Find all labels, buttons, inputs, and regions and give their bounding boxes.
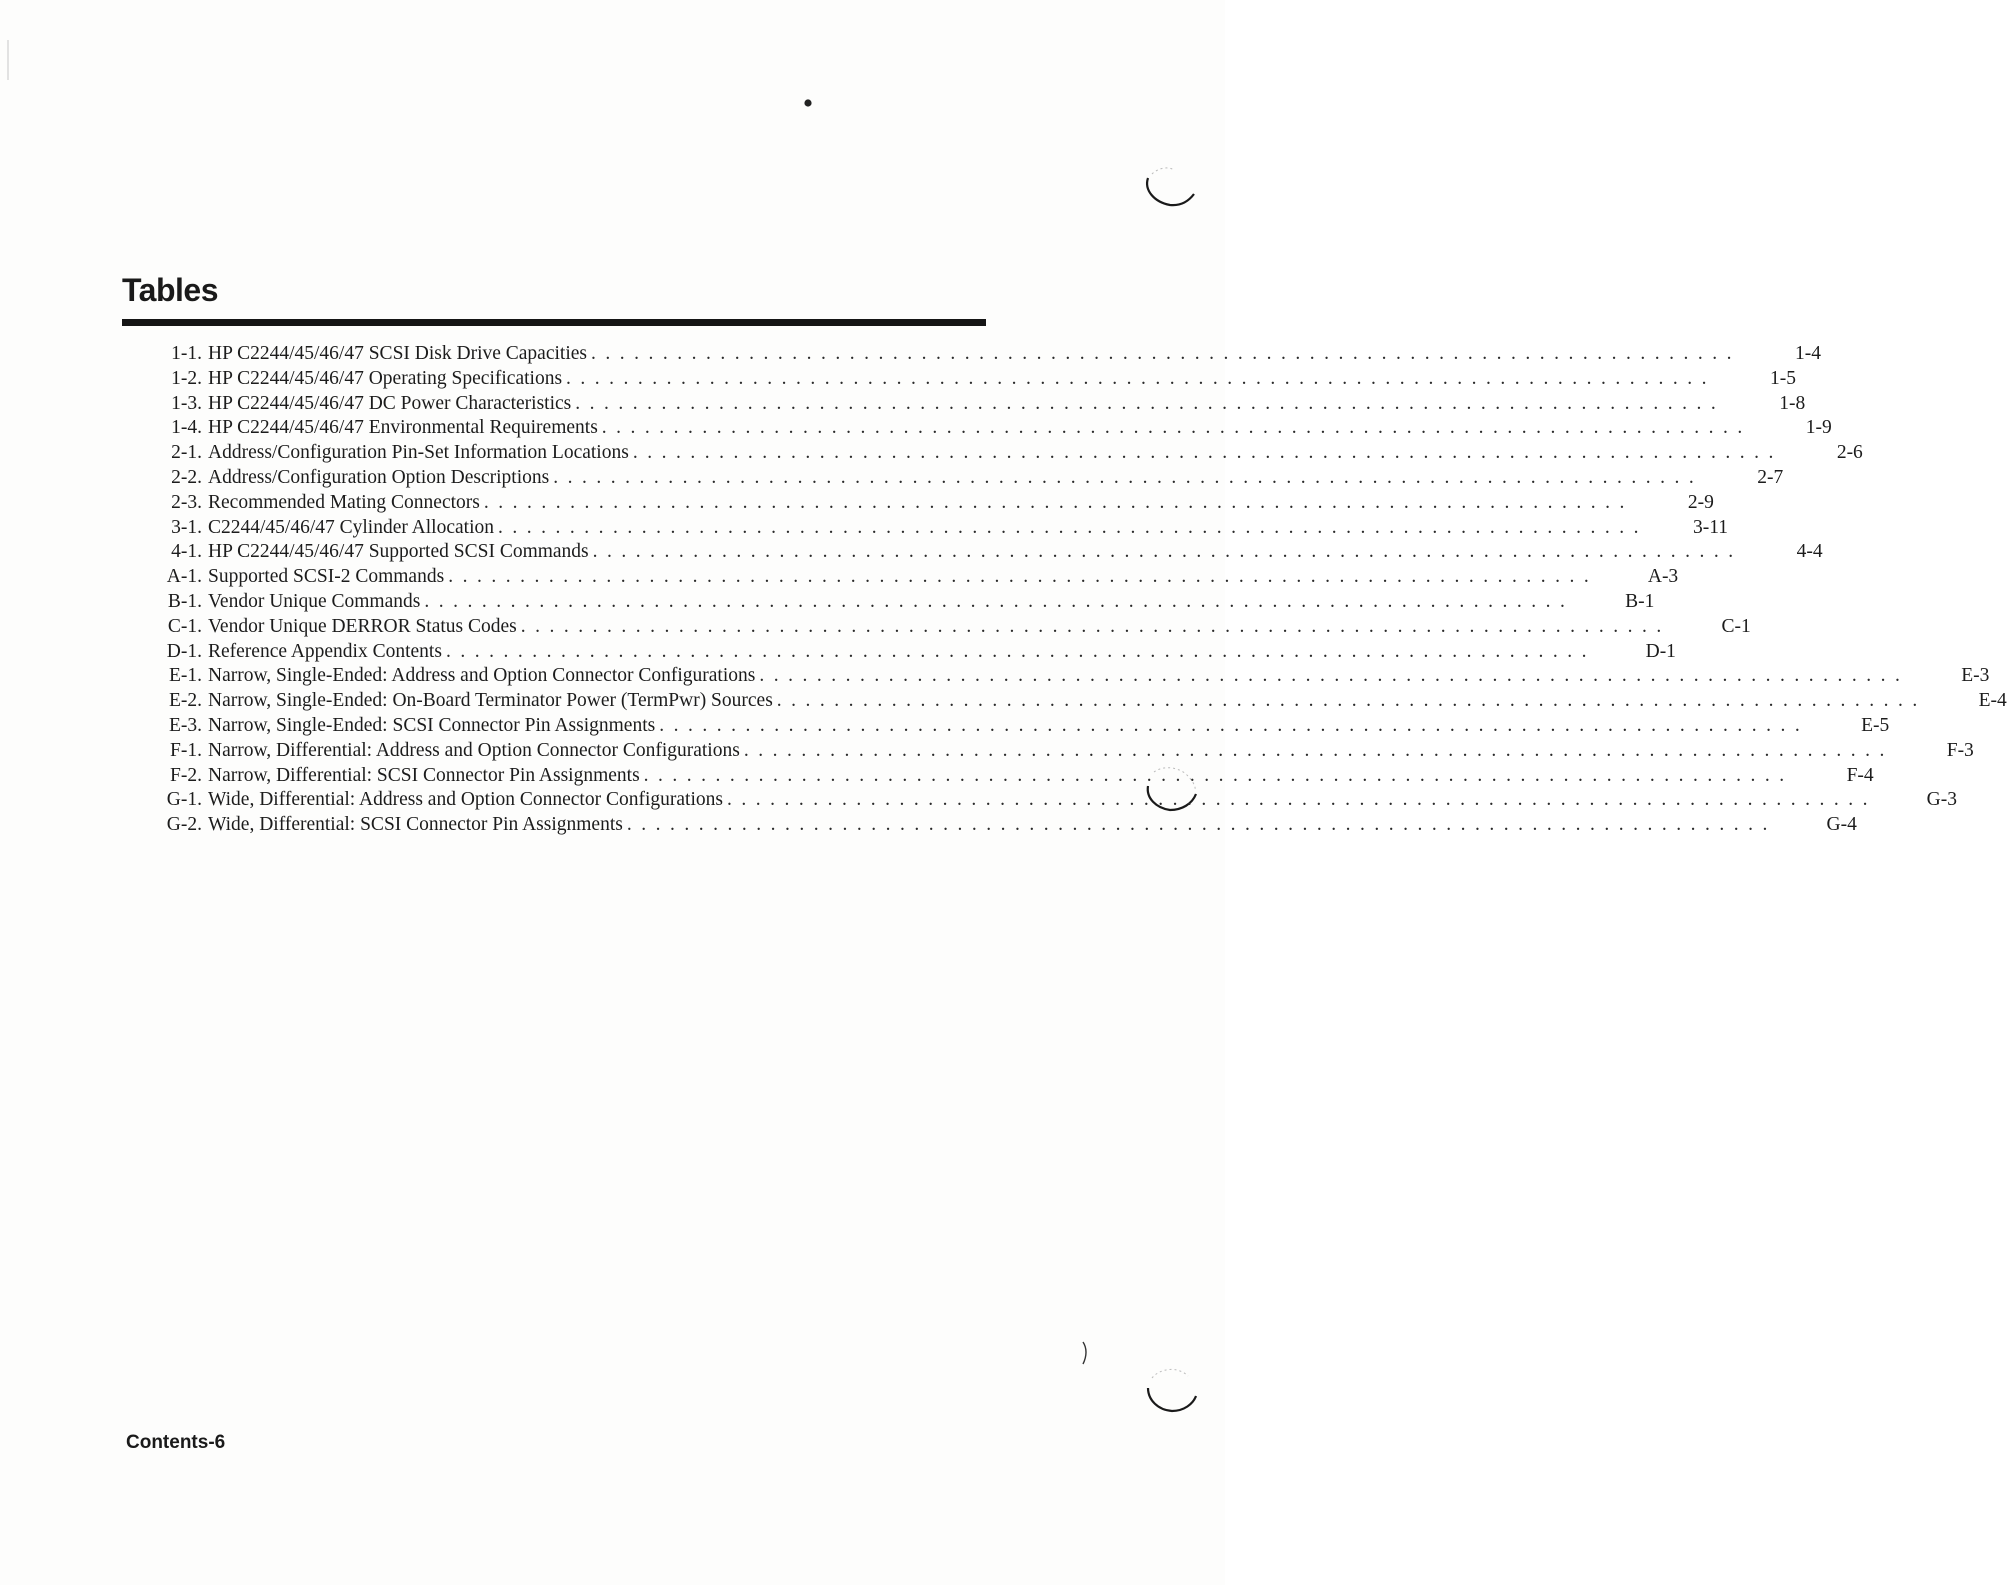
page-reference: G-4 [1826, 814, 1857, 836]
page-reference: D-1 [1645, 640, 1676, 662]
dot-leader: ................................................................................ [776, 690, 1927, 712]
heading-rule [122, 319, 986, 326]
dot-leader: ................................................................................ [448, 566, 1599, 588]
dot-leader: ................................................................................ [726, 789, 1877, 811]
table-number: 4-1. [171, 541, 202, 563]
page-reference: 4-4 [1796, 541, 1823, 563]
page-reference: 2-9 [1687, 491, 1714, 513]
page-reference: E-3 [1961, 665, 1990, 687]
toc-entry[interactable] [122, 689, 2007, 714]
dot-leader: ................................................................................ [520, 615, 1671, 637]
toc-entry[interactable] [122, 342, 1821, 367]
toc-entry[interactable] [122, 367, 1797, 392]
dot-leader: ................................................................................ [498, 516, 1648, 538]
binder-hole-mark-top [1140, 160, 1200, 215]
page-footer: Contents-6 [126, 1432, 226, 1453]
table-title: Address/Configuration Pin-Set Information Locations [208, 442, 629, 464]
page-reference: 2-6 [1836, 442, 1863, 464]
table-title: C2244/45/46/47 Cylinder Allocation [208, 516, 494, 538]
toc-entry[interactable] [122, 664, 1990, 689]
table-title: Vendor Unique Commands [208, 590, 421, 612]
scan-speck-top [802, 97, 814, 109]
table-number: A-1. [166, 566, 202, 588]
table-title: HP C2244/45/46/47 Environmental Requirements [208, 417, 598, 439]
table-title: Wide, Differential: SCSI Connector Pin Assignments [208, 814, 623, 836]
table-title: Supported SCSI-2 Commands [208, 566, 445, 588]
table-title: Narrow, Single-Ended: Address and Option Connector Configurations [208, 665, 756, 687]
page-reference: E-5 [1861, 714, 1890, 736]
table-title: HP C2244/45/46/47 Operating Specifications [208, 367, 563, 389]
scan-tick-left [6, 40, 10, 80]
page-reference: C-1 [1721, 615, 1751, 637]
table-number: 1-2. [171, 367, 202, 389]
table-number: F-1. [170, 739, 202, 761]
page-reference: 1-4 [1794, 343, 1821, 364]
toc-entry[interactable] [122, 491, 1714, 516]
dot-leader: ................................................................................ [483, 491, 1634, 513]
table-number: 3-1. [171, 516, 202, 538]
table-title: Wide, Differential: Address and Option Connector Configurations [208, 789, 723, 811]
dot-leader: ................................................................................ [626, 814, 1777, 836]
page-reference: 1-9 [1805, 417, 1832, 439]
table-title: Recommended Mating Connectors [208, 491, 480, 513]
table-title: HP C2244/45/46/47 SCSI Disk Drive Capacities [208, 343, 587, 364]
table-title: Vendor Unique DERROR Status Codes [208, 615, 517, 637]
table-title: Narrow, Single-Ended: On-Board Terminator Power (TermPwr) Sources [208, 690, 773, 712]
table-number: G-2. [166, 814, 202, 836]
table-number: 1-1. [171, 343, 202, 364]
dot-leader: ................................................................................ [743, 739, 1894, 761]
toc-entry[interactable] [122, 813, 1857, 838]
table-title: Reference Appendix Contents [208, 640, 442, 662]
table-number: 1-3. [171, 392, 202, 414]
scan-tick-right [1080, 1340, 1090, 1366]
page-reference: E-4 [1978, 690, 2007, 712]
dot-leader: ................................................................................ [424, 590, 1575, 612]
table-number: 2-2. [171, 466, 202, 488]
dot-leader: ................................................................................ [553, 466, 1704, 488]
toc-entry[interactable] [122, 466, 1784, 491]
page-reference: 1-5 [1770, 367, 1797, 389]
toc-entry[interactable] [122, 441, 1863, 466]
dot-leader: ................................................................................ [759, 665, 1910, 687]
table-number: G-1. [166, 789, 202, 811]
page-reference: F-4 [1846, 764, 1874, 786]
toc-entry[interactable] [122, 714, 1890, 739]
table-number: 1-4. [171, 417, 202, 439]
page-reference: 3-11 [1692, 516, 1728, 538]
dot-leader: ................................................................................ [601, 417, 1752, 439]
page-reference: A-3 [1647, 566, 1679, 588]
table-number: C-1. [167, 615, 202, 637]
table-number: B-1. [167, 590, 202, 612]
table-title: HP C2244/45/46/47 DC Power Characteristics [208, 392, 572, 414]
toc-entry[interactable] [122, 764, 1874, 789]
page-reference: 1-8 [1779, 392, 1806, 414]
toc-entry[interactable] [122, 739, 1974, 764]
table-number: 2-1. [171, 442, 202, 464]
list-of-tables [122, 342, 2007, 838]
toc-entry[interactable] [122, 540, 1823, 565]
table-number: 2-3. [171, 491, 202, 513]
toc-entry[interactable] [122, 640, 1676, 665]
table-title: HP C2244/45/46/47 Supported SCSI Commands [208, 541, 589, 563]
toc-entry[interactable] [122, 788, 1957, 813]
dot-leader: ................................................................................ [659, 714, 1810, 736]
dot-leader: ................................................................................ [590, 343, 1741, 364]
table-number: E-2. [168, 690, 202, 712]
page-reference: 2-7 [1757, 466, 1784, 488]
page-reference: F-3 [1946, 739, 1974, 761]
toc-entry[interactable] [122, 516, 1728, 541]
page-reference: G-3 [1926, 789, 1957, 811]
binder-hole-mark-bottom [1140, 1360, 1200, 1420]
dot-leader: ................................................................................ [445, 640, 1596, 662]
toc-entry[interactable] [122, 615, 1751, 640]
table-title: Address/Configuration Option Descriptions [208, 466, 550, 488]
toc-entry[interactable] [122, 565, 1679, 590]
table-number: E-3. [168, 714, 202, 736]
table-number: F-2. [170, 764, 202, 786]
toc-entry[interactable] [122, 590, 1655, 615]
dot-leader: ................................................................................ [632, 442, 1783, 464]
dot-leader: ................................................................................ [643, 764, 1794, 786]
table-title: Narrow, Single-Ended: SCSI Connector Pin Assignments [208, 714, 656, 736]
dot-leader: ................................................................................ [592, 541, 1743, 563]
table-number: E-1. [168, 665, 202, 687]
toc-entry[interactable] [122, 392, 1806, 417]
toc-entry[interactable] [122, 416, 1832, 441]
table-title: Narrow, Differential: SCSI Connector Pin Assignments [208, 764, 640, 786]
dot-leader: ................................................................................ [566, 367, 1717, 389]
page-heading: Tables [122, 272, 218, 308]
dot-leader: ................................................................................ [575, 392, 1726, 414]
table-title: Narrow, Differential: Address and Option Connector Configurations [208, 739, 740, 761]
page-reference: B-1 [1625, 590, 1655, 612]
table-number: D-1. [166, 640, 202, 662]
